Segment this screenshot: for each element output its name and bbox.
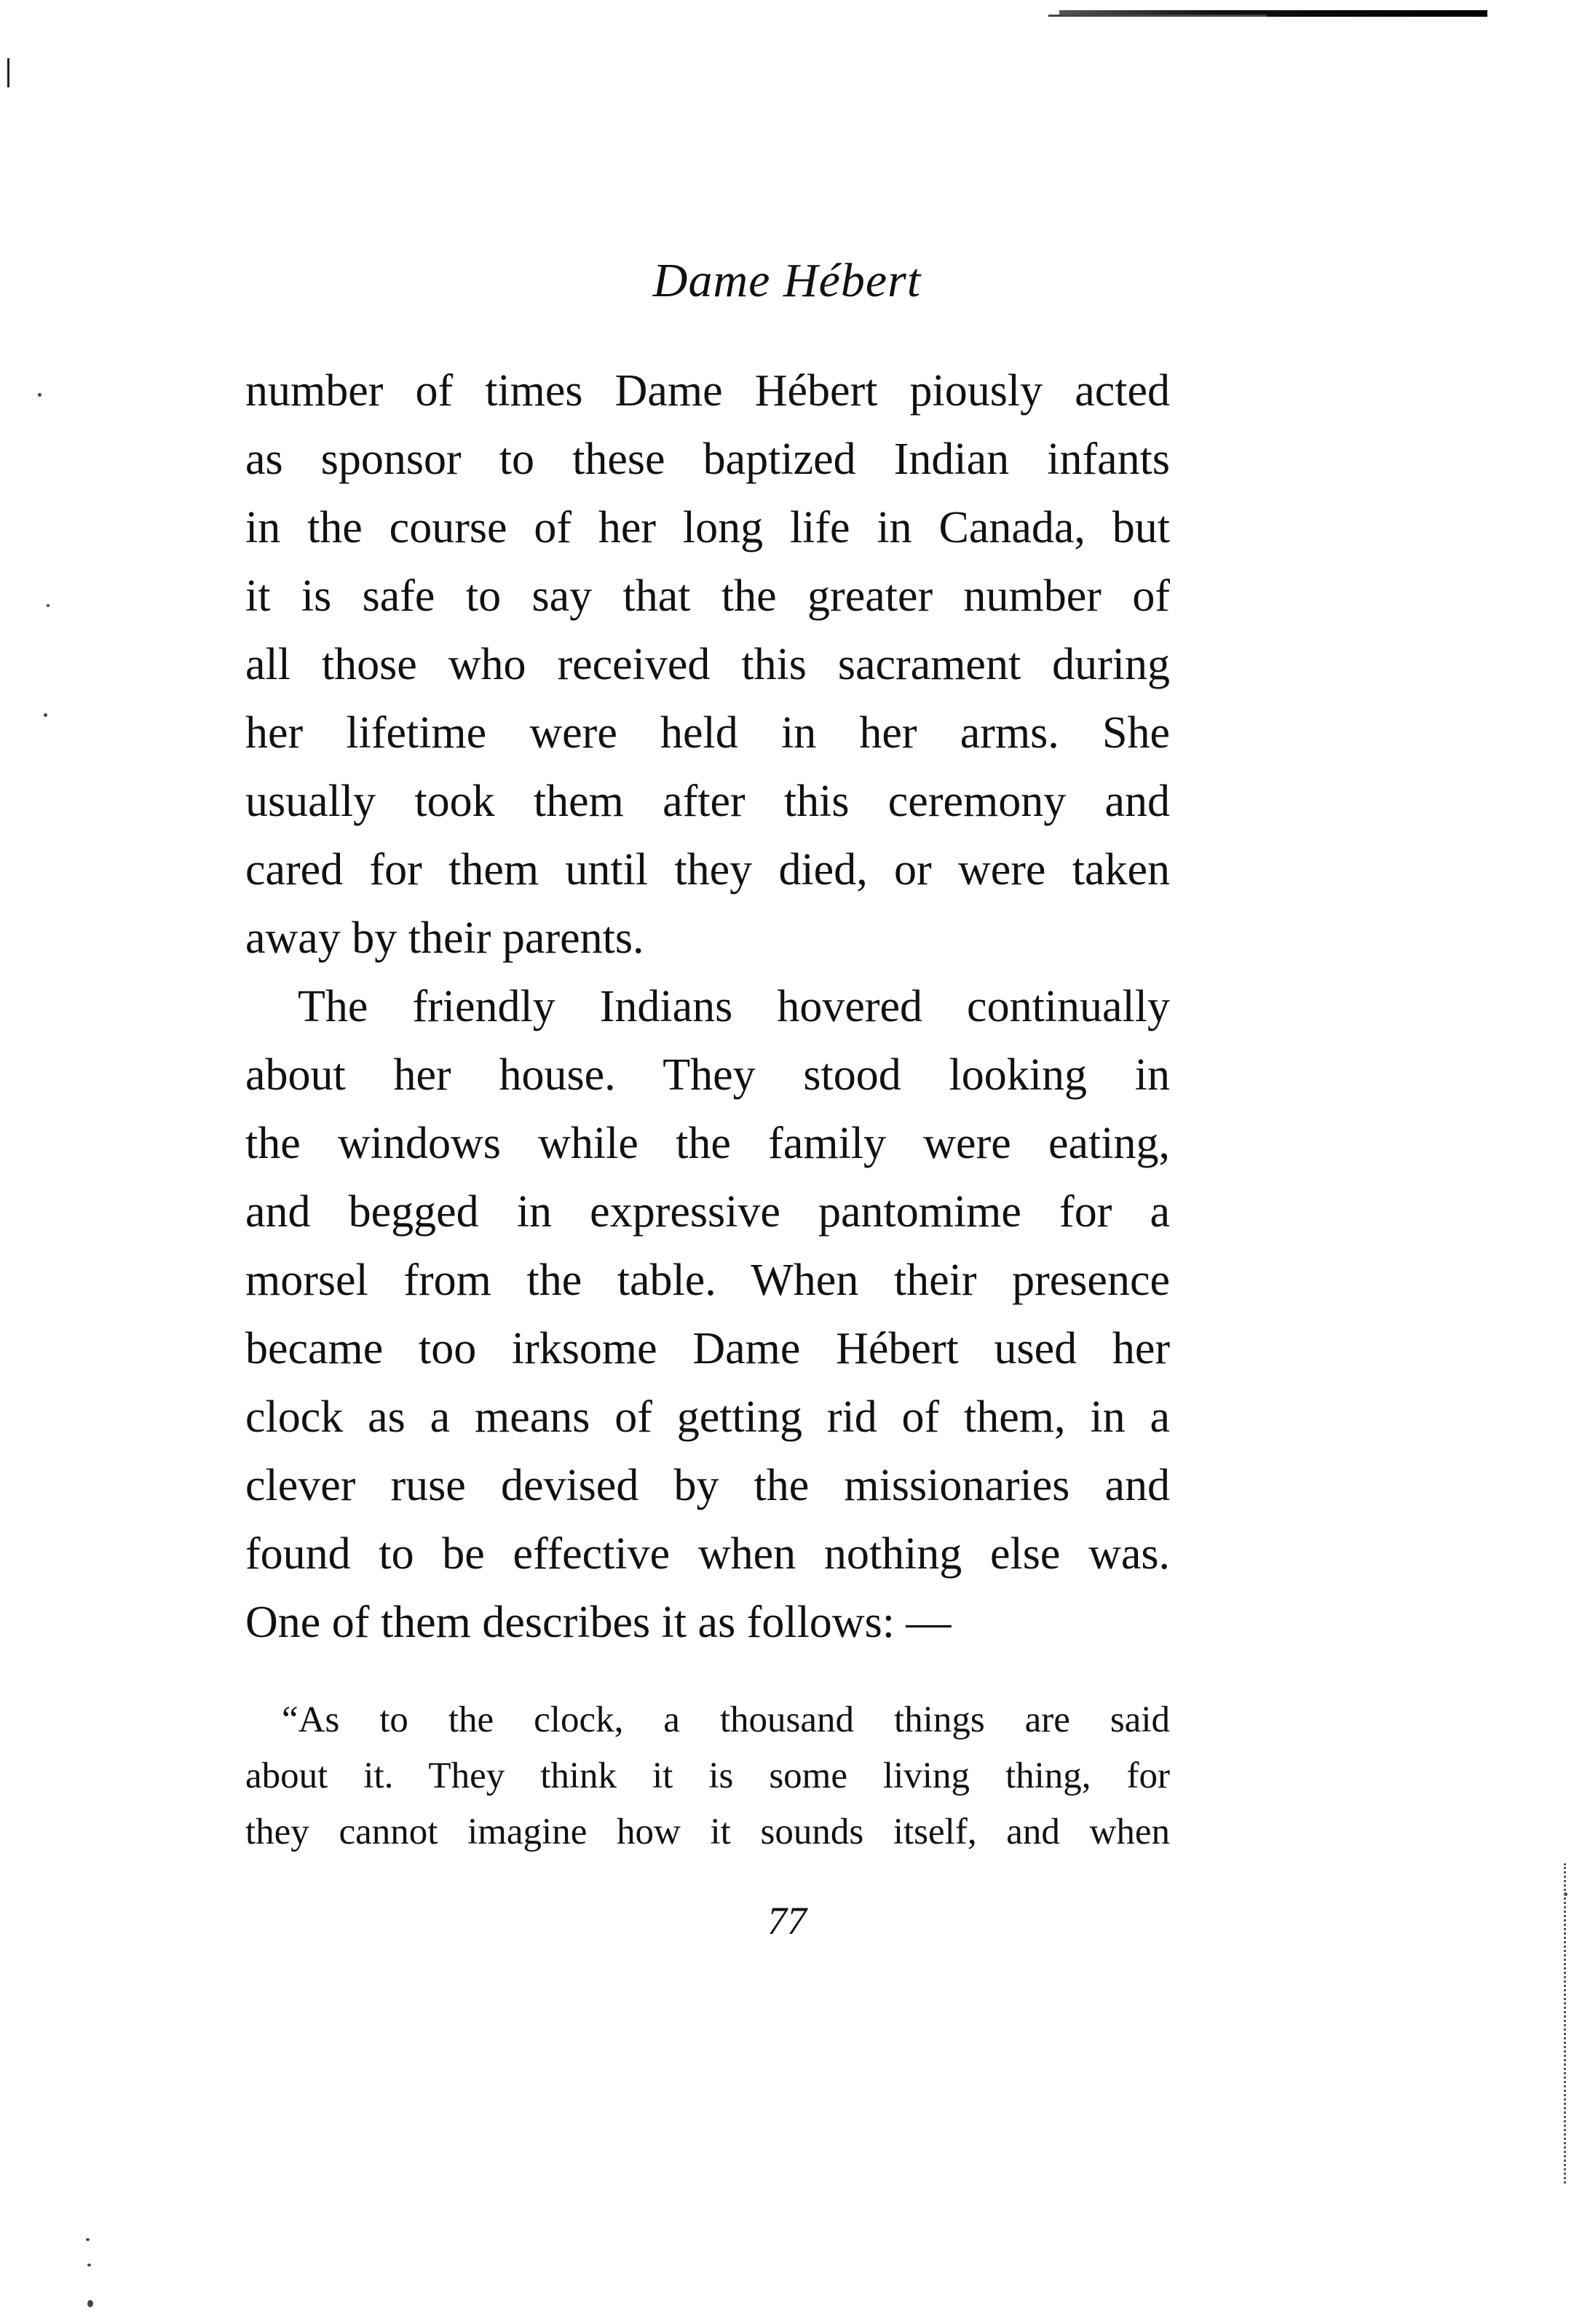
text-line: clock as a means of getting rid of them, in a: [245, 1392, 1170, 1442]
scan-speck: [87, 2300, 93, 2307]
text-line: her lifetime were held in her arms. She: [245, 708, 1170, 758]
running-head: Dame Hébert: [652, 254, 922, 307]
body-text: [245, 357, 1170, 1657]
page-number: 77: [767, 1899, 807, 1943]
scan-mark: [7, 58, 9, 87]
top-edge-rule-thin: [1048, 15, 1267, 17]
quote-line: “As to the clock, a thousand things are said: [282, 1700, 1170, 1740]
text-line: morsel from the table. When their presence: [245, 1256, 1170, 1305]
text-line: as sponsor to these baptized Indian infants: [245, 435, 1170, 484]
scan-speck: [38, 393, 41, 397]
scan-speck: [44, 713, 47, 717]
text-line: about her house. They stood looking in: [245, 1050, 1170, 1100]
text-line: the windows while the family were eating,: [245, 1119, 1170, 1168]
text-line: The friendly Indians hovered continually: [298, 982, 1170, 1031]
text-line: in the course of her long life in Canada, but: [245, 503, 1170, 552]
text-line: away by their parents.: [245, 913, 644, 963]
block-quote: [245, 1692, 1170, 1860]
text-line: found to be effective when nothing else was.: [245, 1529, 1170, 1579]
scan-speck: [47, 604, 50, 607]
quote-line: they cannot imagine how it sounds itself, and when: [245, 1812, 1170, 1852]
text-line: clever ruse devised by the missionaries and: [245, 1461, 1170, 1510]
text-line: One of them describes it as follows: —: [245, 1598, 952, 1647]
text-line: usually took them after this ceremony and: [245, 777, 1170, 826]
text-line: and begged in expressive pantomime for a: [245, 1187, 1170, 1237]
scan-speck: [86, 2238, 90, 2241]
quote-line: about it. They think it is some living thing, for: [245, 1756, 1170, 1796]
text-line: number of times Dame Hébert piously acted: [245, 366, 1170, 416]
text-line: it is safe to say that the greater number of: [245, 571, 1170, 621]
text-line: cared for them until they died, or were taken: [245, 845, 1170, 895]
text-line: all those who received this sacrament during: [245, 640, 1170, 689]
text-line: became too irksome Dame Hébert used her: [245, 1324, 1170, 1373]
scan-speck: [87, 2264, 91, 2267]
